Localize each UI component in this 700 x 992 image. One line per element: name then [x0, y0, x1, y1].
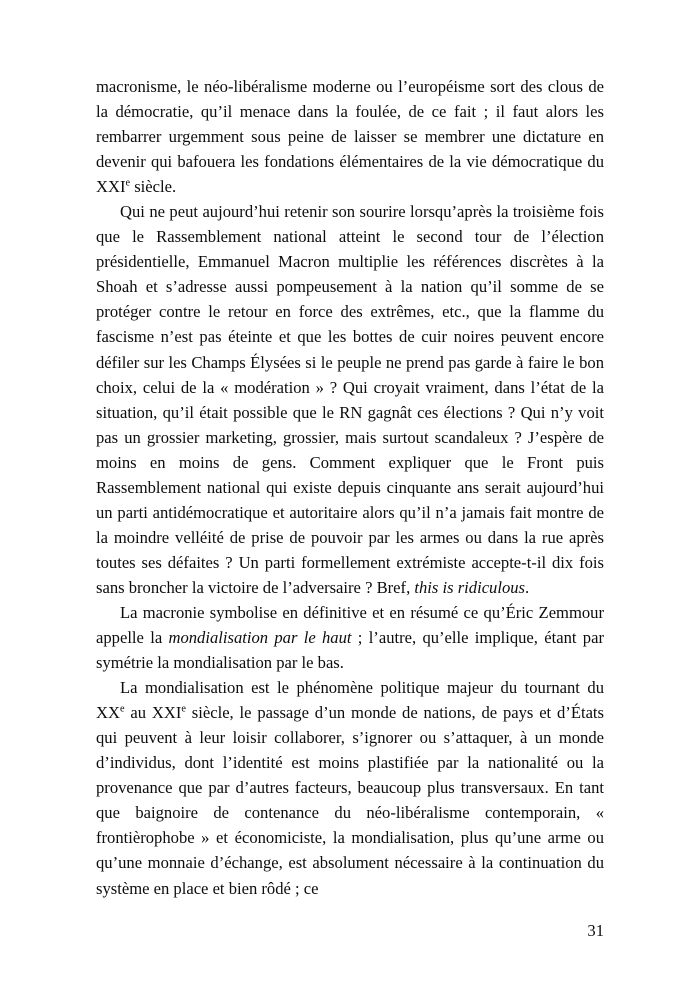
text-run: Qui ne peut aujourd’hui retenir son sourire lorsqu’après la troisième fois que le Rassemblement national atteint le second tour de l’élection présidentielle, Emmanuel Macron multiplie les références discrètes à la Shoah et s’adresse aussi pompeusement à la nation qu’il somme de se protéger contre le retour en force des extrêmes, etc., que la flamme du fascisme n’est pas éteinte et que les bottes de cuir noires peuvent encore défiler sur les Champs Élysées si le peuple ne prend pas garde à faire le bon choix, celui de la « modération » ? Qui croyait vraiment, dans l’état de la situation, qu’il était possible que le RN gagnât ces élections ? Qui n’y voit pas un grossier marketing, grossier, mais surtout scandaleux ? J’espère de moins en moins de gens. Comment expliquer que le Front puis Rassemblement national qui existe depuis cinquante ans serait aujourd’hui un parti antidémocratique et autoritaire alors qu’il n’a jamais fait montre de la moindre velléité de prise de pouvoir par les armes ou dans la rue après toutes ses défaites ? Un parti formellement extrémiste accepte-t-il dix fois sans broncher la victoire de l’adversaire ? Bref,	[96, 202, 604, 597]
text-run: siècle.	[130, 177, 177, 197]
text-run: siècle, le passage d’un monde de nations, de pays et d’États qui peuvent à leur loisir collaborer, s’ignorer ou s’attaquer, à un monde d’individus, dont l’identité est moins plastifiée par la nationalité ou la provenance que par d’autres facteurs, beaucoup plus transversaux. En tant que baignoire de contenance du néo-libéralisme contemporain, « frontièrophobe » et économiciste, la mondialisation, plus qu’une arme ou qu’une monnaie d’échange, est absolument nécessaire à la continuation du système en place et bien rôdé ; ce	[96, 703, 605, 898]
text-run: au XXI	[124, 703, 182, 723]
italic-phrase: mondialisation par le haut	[168, 628, 352, 648]
ordinal-superscript: e	[119, 703, 125, 715]
text-run: ; l’autre, qu’elle implique, étant par symétrie la mondialisation par le bas.	[96, 628, 604, 673]
text-run: La mondialisation est le phénomène politique majeur du tournant du XX	[96, 678, 604, 723]
ordinal-superscript: e	[181, 703, 186, 715]
ordinal-superscript: e	[125, 177, 131, 189]
italic-phrase: this is ridiculous	[414, 577, 526, 597]
text-run: macronisme, le néo-libéralisme moderne ou l’européisme sort des clous de la démocratie, qu’il menace dans la foulée, de ce fait ; il faut alors les rembarrer urgemment sous peine de laisser se membrer une dictature en devenir qui bafouera les fondations élémentaires de la vie démocratique du XXI	[96, 77, 604, 197]
text-run: La macronie symbolise en définitive et en résumé ce qu’Éric Zemmour appelle la	[96, 602, 604, 648]
paragraph	[96, 74, 604, 199]
paragraph	[96, 199, 604, 600]
body-text-column	[96, 74, 604, 901]
page-number: 31	[587, 921, 604, 940]
paragraph	[96, 675, 604, 900]
text-run: .	[525, 577, 530, 597]
paragraph	[96, 600, 604, 675]
